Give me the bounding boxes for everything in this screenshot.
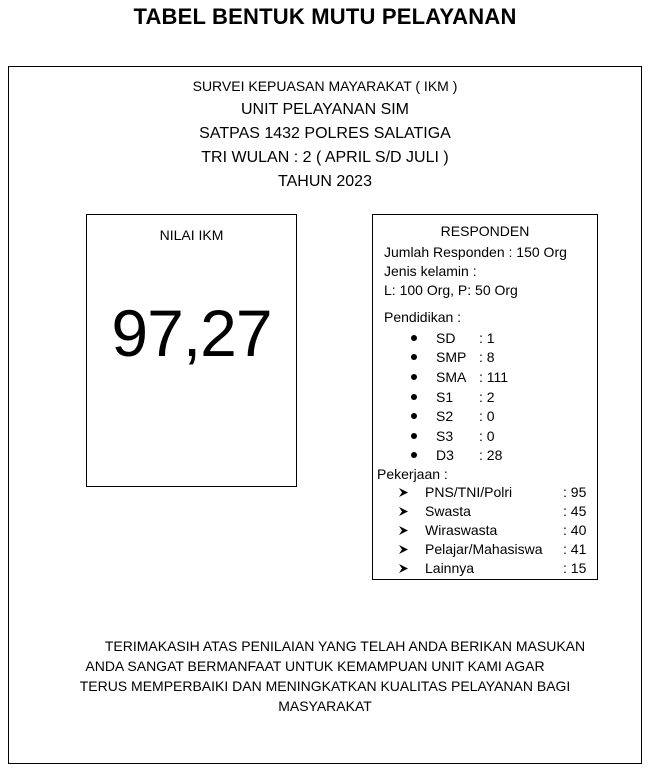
respondent-title: RESPONDEN bbox=[440, 223, 530, 239]
page-title: TABEL BENTUK MUTU PELAYANAN bbox=[133, 4, 517, 29]
education-name: S1 bbox=[436, 389, 454, 405]
education-name: D3 bbox=[436, 447, 454, 463]
education-count: : 8 bbox=[479, 349, 495, 365]
header-location: SATPAS 1432 POLRES SALATIGA bbox=[199, 125, 451, 142]
education-name: S3 bbox=[436, 428, 454, 444]
survey-header bbox=[0, 74, 650, 194]
education-count: : 0 bbox=[479, 408, 495, 424]
job-label: Pekerjaan : bbox=[377, 466, 448, 482]
header-unit: UNIT PELAYANAN SIM bbox=[240, 101, 410, 118]
bullet-icon bbox=[411, 374, 417, 380]
header-survey-name: SURVEI KEPUASAN MAYARAKAT ( IKM ) bbox=[192, 78, 458, 94]
education-count: : 2 bbox=[479, 389, 495, 405]
arrow-bullet-icon bbox=[397, 559, 411, 578]
job-count: : 15 bbox=[563, 560, 587, 576]
education-name: SMA bbox=[436, 369, 467, 385]
education-count: : 0 bbox=[479, 428, 495, 444]
header-period: TRI WULAN : 2 ( APRIL S/D JULI ) bbox=[201, 149, 449, 166]
bullet-icon bbox=[411, 394, 417, 400]
education-name: SD bbox=[436, 330, 456, 346]
education-name: SMP bbox=[436, 349, 467, 365]
arrow-bullet-icon bbox=[397, 540, 411, 559]
footer-message bbox=[8, 636, 642, 716]
education-count: : 1 bbox=[479, 330, 495, 346]
job-count: : 40 bbox=[563, 522, 587, 538]
bullet-icon bbox=[411, 354, 417, 360]
job-count: : 41 bbox=[563, 541, 587, 557]
job-count: : 95 bbox=[563, 484, 587, 500]
arrow-bullet-icon bbox=[397, 483, 411, 502]
bullet-icon bbox=[411, 335, 417, 341]
job-name: Wiraswasta bbox=[425, 522, 498, 538]
footer-line: TERIMAKASIH ATAS PENILAIAN YANG TELAH ANDA BERIKAN MASUKAN bbox=[104, 638, 586, 654]
ikm-label: NILAI IKM bbox=[159, 227, 224, 243]
respondent-box bbox=[372, 214, 598, 580]
header-year: TAHUN 2023 bbox=[278, 173, 372, 190]
footer-line: TERUS MEMPERBAIKI DAN MENINGKATKAN KUALITAS PELAYANAN BAGI bbox=[79, 678, 571, 694]
job-name: Lainnya bbox=[425, 560, 475, 576]
arrow-bullet-icon bbox=[397, 521, 411, 540]
bullet-icon bbox=[411, 452, 417, 458]
respondent-total: Jumlah Responden : 150 Org bbox=[384, 244, 567, 260]
job-name: Pelajar/Mahasiswa bbox=[425, 541, 543, 557]
education-label: Pendidikan : bbox=[384, 309, 462, 325]
education-count: : 28 bbox=[479, 447, 503, 463]
footer-line: ANDA SANGAT BERMANFAAT UNTUK KEMAMPUAN UNIT KAMI AGAR bbox=[85, 658, 545, 674]
ikm-score-box bbox=[86, 214, 297, 487]
bullet-icon bbox=[411, 433, 417, 439]
arrow-bullet-icon bbox=[397, 502, 411, 521]
gender-label: Jenis kelamin : bbox=[384, 263, 477, 279]
ikm-value: 97,27 bbox=[111, 296, 272, 370]
job-name: Swasta bbox=[425, 503, 471, 519]
education-count: : 111 bbox=[479, 369, 509, 385]
education-name: S2 bbox=[436, 408, 454, 424]
bullet-icon bbox=[411, 413, 417, 419]
gender-value: L: 100 Org, P: 50 Org bbox=[384, 282, 518, 298]
job-count: : 45 bbox=[563, 503, 587, 519]
footer-line: MASYARAKAT bbox=[278, 698, 372, 714]
job-name: PNS/TNI/Polri bbox=[425, 484, 513, 500]
